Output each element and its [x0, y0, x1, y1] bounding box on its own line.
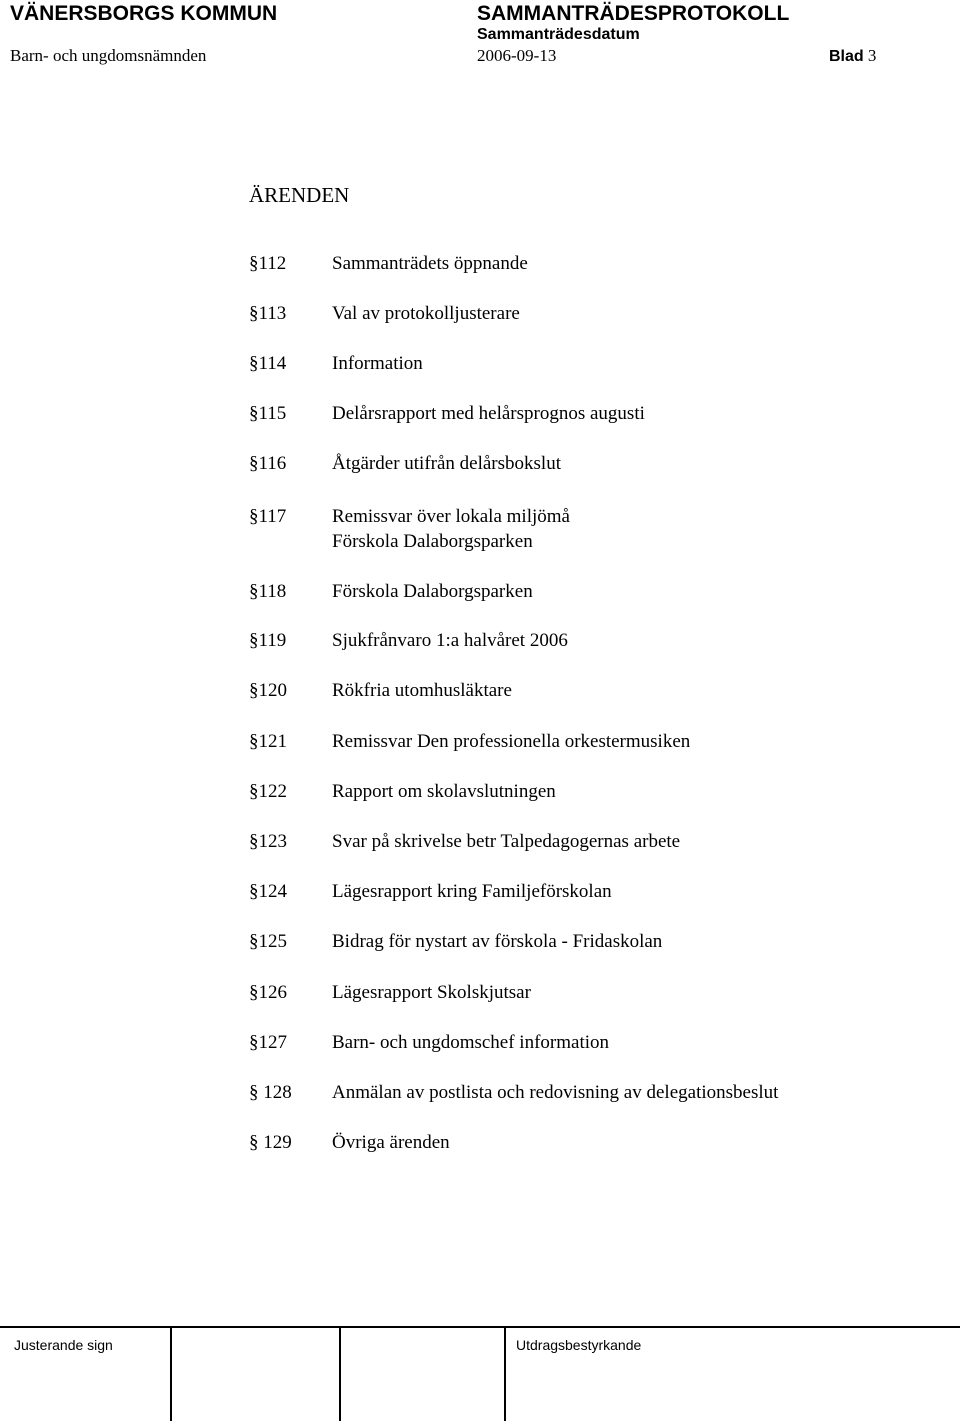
meeting-date-label: Sammanträdesdatum: [477, 26, 640, 43]
agenda-item-title-line: Sjukfrånvaro 1:a halvåret 2006: [332, 630, 568, 651]
agenda-item-title: [332, 628, 568, 653]
section-heading: ÄRENDEN: [249, 183, 350, 207]
footer-top-border: [0, 1326, 960, 1328]
agenda-item-title-line: Barn- och ungdomschef information: [332, 1032, 610, 1053]
meeting-date: 2006-09-13: [477, 46, 557, 65]
agenda-item-title-line: Bidrag för nystart av förskola - Fridaskolan: [332, 931, 663, 952]
agenda-item-title: [332, 980, 531, 1005]
agenda-item-title-line: Rökfria utomhusläktare: [332, 680, 512, 701]
agenda-item-title: [332, 929, 662, 954]
agenda-item-title-line: Remissvar Den professionella orkestermusiken: [332, 731, 691, 752]
agenda-item-title: [332, 401, 645, 426]
footer-divider-2: [339, 1326, 341, 1421]
agenda-item-title-line: Förskola Dalaborgsparken: [332, 581, 533, 602]
agenda-item-title: [332, 301, 520, 326]
agenda-item-title-line: Svar på skrivelse betr Talpedagogernas arbete: [332, 831, 681, 852]
utdragsbestyrkande-label: Utdragsbestyrkande: [516, 1337, 642, 1353]
agenda-item-title: [332, 829, 680, 854]
agenda-item-title-line: Rapport om skolavslutningen: [332, 781, 556, 802]
agenda-item-title: [332, 579, 533, 604]
agenda-item-title-line: Remissvar över lokala miljömå: [332, 506, 570, 527]
agenda-item-number: §120: [249, 680, 287, 701]
organization-name: VÄNERSBORGS KOMMUN: [10, 2, 278, 25]
agenda-item-title: [332, 729, 690, 754]
agenda-item-number: §117: [249, 506, 287, 527]
agenda-item-number: §122: [249, 781, 287, 802]
agenda-item-title: [332, 451, 561, 476]
agenda-item-title: [332, 1080, 778, 1105]
agenda-item-number: §116: [249, 453, 287, 474]
justerande-sign-label: Justerande sign: [14, 1337, 113, 1353]
agenda-item-number: §127: [249, 1032, 287, 1053]
footer-divider-3: [504, 1326, 506, 1421]
agenda-item-title: [332, 879, 612, 904]
sheet-label: Blad: [829, 48, 864, 65]
agenda-item-number: §121: [249, 731, 287, 752]
document-type: SAMMANTRÄDESPROTOKOLL: [477, 2, 790, 25]
agenda-item-number: §124: [249, 881, 287, 902]
agenda-item-title: [332, 1130, 450, 1155]
agenda-item-title-line: Sammanträdets öppnande: [332, 253, 528, 274]
agenda-item-title: [332, 779, 556, 804]
agenda-item-number: §113: [249, 303, 287, 324]
agenda-item-number: §123: [249, 831, 287, 852]
agenda-item-title-line: Förskola Dalaborgsparken: [332, 531, 533, 552]
agenda-item-title-line: Lägesrapport Skolskjutsar: [332, 982, 531, 1003]
agenda-item-number: §114: [249, 353, 287, 374]
footer-divider-1: [170, 1326, 172, 1421]
agenda-item-title: [332, 504, 570, 554]
agenda-item-number: § 128: [249, 1082, 292, 1103]
agenda-item-title-line: Information: [332, 353, 423, 374]
agenda-item-title: [332, 678, 512, 703]
agenda-item-title-line: Delårsrapport med helårsprognos augusti: [332, 403, 645, 424]
agenda-item-title: [332, 1030, 609, 1055]
agenda-item-number: §119: [249, 630, 287, 651]
agenda-item-title: [332, 351, 423, 376]
agenda-item-title-line: Åtgärder utifrån delårsbokslut: [332, 453, 561, 474]
agenda-item-number: §118: [249, 581, 287, 602]
agenda-item-number: §115: [249, 403, 287, 424]
sheet-indicator: [829, 46, 876, 66]
sheet-number: 3: [867, 46, 877, 65]
agenda-item-number: §126: [249, 982, 287, 1003]
agenda-item-number: § 129: [249, 1132, 292, 1153]
agenda-item-number: §125: [249, 931, 287, 952]
agenda-item-title-line: Övriga ärenden: [332, 1132, 450, 1153]
agenda-item-title-line: Anmälan av postlista och redovisning av delegationsbeslut: [332, 1082, 779, 1103]
agenda-item-title: [332, 251, 528, 276]
department-name: Barn- och ungdomsnämnden: [10, 46, 207, 65]
agenda-item-title-line: Lägesrapport kring Familjeförskolan: [332, 881, 612, 902]
agenda-item-number: §112: [249, 253, 287, 274]
signature-footer: [0, 1326, 960, 1421]
agenda-item-title-line: Val av protokolljusterare: [332, 303, 520, 324]
